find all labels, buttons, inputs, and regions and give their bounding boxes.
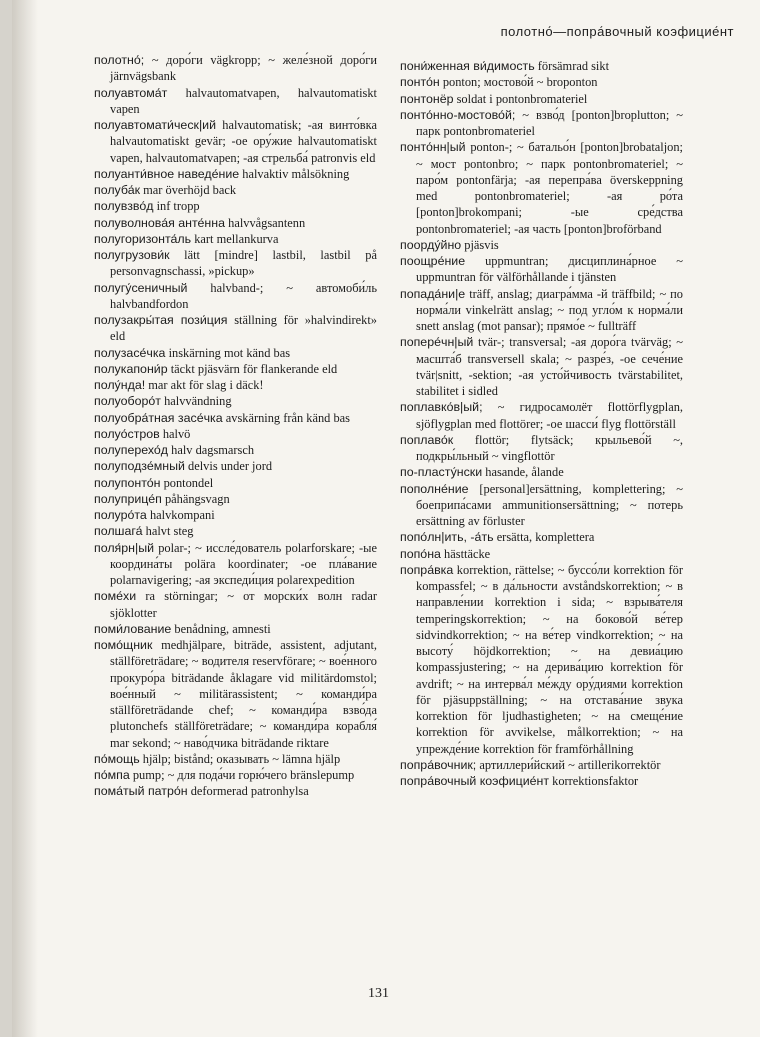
dictionary-entry: [400, 432, 683, 465]
entry-headword: поплаво́к: [400, 432, 454, 447]
dictionary-entry: [94, 312, 377, 345]
entry-headword: полуро́та: [94, 508, 147, 522]
running-head: полотно́—попра́вочный коэфицие́нт: [500, 24, 734, 39]
entry-translation: halvband-; ~ автомоби́ль halvbandfordon: [110, 280, 377, 311]
dictionary-entry: [400, 286, 683, 335]
entry-translation: lätt [mindre] lastbil, lastbil på personvagnschassi, »pickup»: [110, 248, 377, 279]
entry-translation: halvö: [162, 426, 191, 441]
dictionary-entry: [400, 334, 683, 399]
dictionary-page: [12, 0, 760, 1037]
dictionary-entry: [94, 442, 377, 458]
dictionary-entry: [94, 377, 377, 393]
dictionary-entry: [94, 247, 377, 280]
entry-headword: поплавко́в|ый;: [400, 400, 483, 415]
entry-headword: понтонёр: [400, 91, 454, 106]
entry-translation: hästtäcke: [444, 546, 491, 561]
entry-headword: полуавтомати́ческ|ий: [94, 118, 216, 132]
left-column: [94, 52, 377, 800]
dictionary-entry: [400, 58, 683, 74]
dictionary-entry: [94, 621, 377, 637]
dictionary-entry: [94, 540, 377, 589]
entry-translation: pontondel: [163, 475, 214, 490]
entry-translation: ponton-; ~ батальо́н [ponton]brobataljon; ~ мост pontonbro; ~ парк pontonbromateriel; ~ паро́м pontonfärja; -ая перепра́ва överskeppning med pontonbromateriel; -ая ро́та [ponton]brokompani; -ые сре́дства pontonbromateriel; -ая часть [ponton]broförband: [416, 140, 683, 236]
dictionary-entry: [94, 588, 377, 621]
entry-headword: полуподзе́мный: [94, 459, 185, 474]
entry-headword: поорду́йно: [400, 237, 462, 252]
dictionary-entry: [94, 117, 377, 166]
entry-translation: benådning, amnesti: [174, 621, 271, 636]
entry-headword: полугрузови́к: [94, 248, 170, 262]
dictionary-entry: [94, 783, 377, 799]
dictionary-entry: [94, 767, 377, 783]
entry-translation: mar överhöjd back: [143, 183, 237, 197]
dictionary-entry: [400, 481, 683, 530]
dictionary-entry: [94, 475, 377, 491]
entry-headword: полузасе́чка: [94, 345, 166, 360]
entry-headword: полугу́сеничный: [94, 280, 188, 295]
entry-translation: soldat i pontonbromateriel: [456, 91, 588, 106]
dictionary-entry: [400, 237, 683, 253]
entry-headword: попо́на: [400, 546, 441, 561]
entry-translation: ~ гидросамолёт flottörflygplan, sjöflygplan med flottörer; -ое шасси́ flyg flottörställ: [416, 400, 683, 431]
entry-translation: halv dagsmarsch: [171, 443, 255, 457]
dictionary-entry: [94, 393, 377, 409]
entry-translation: korrektion, rättelse; ~ буссо́ли korrektion för kompassfel; ~ в да́льности avståndskorrektion; ~ в направле́нии korrektion i sida; ~ взрыва́теля temperingskorrektion; ~ на боково́й ве́тер sidvindkorrektion; ~ на ве́тер vindkorrektion; ~ на высоту́ höjdkorrektion; ~ на девиа́цию kompassjustering; ~ на дерива́цию korrektion för avdrift; ~ на интерва́л ме́жду ору́диями korrektion för pjäsuppställning; ~ на отстава́ние звука korrektion för ljudhastigheten; ~ на смеще́ние korrektion för avvikelse, målkorrektion; ~ на упрежде́ние korrektion för framförhållning: [416, 562, 683, 756]
dictionary-entry: [94, 361, 377, 377]
entry-translation: påhängsvagn: [164, 491, 230, 506]
entry-translation: uppmuntran; дисциплина́рное ~ uppmuntran för välförhållande i tjänsten: [416, 254, 683, 285]
dictionary-entry: [400, 253, 683, 286]
entry-headword: полуавтома́т: [94, 85, 168, 100]
dictionary-entry: [94, 85, 377, 118]
dictionary-entry: [400, 139, 683, 237]
entry-translation: pjäsvis: [464, 237, 499, 252]
entry-translation: ~ взво́д [ponton]broplutton; ~ парк pontonbromateriel: [416, 107, 683, 138]
entry-headword: по́мощь: [94, 751, 140, 766]
entry-translation: polar-; ~ иссле́дователь polarforskare; -ые координа́ты polära koordinater; -ое пла́вание polarnavigering; -ая экспеди́ция polarexpedition: [110, 540, 377, 587]
entry-translation: flottör; flytsäck; крыльево́й ~, подкры́льный ~ vingflottör: [416, 432, 683, 463]
dictionary-entry: [94, 52, 377, 85]
entry-headword: полупонто́н: [94, 475, 161, 490]
page-gutter-shadow: [12, 0, 38, 1037]
entry-translation: ~ доро́ги vägkropp; ~ желе́зной доро́ги järnvägsbank: [110, 53, 377, 84]
entry-headword: поля́рн|ый: [94, 540, 155, 555]
entry-translation: ponton; мостово́й ~ broponton: [442, 75, 598, 90]
dictionary-entry: [400, 464, 683, 480]
dictionary-entry: [94, 426, 377, 442]
dictionary-entry: [94, 215, 377, 231]
dictionary-entry: [400, 399, 683, 432]
entry-headword: полуперехо́д: [94, 443, 169, 457]
page-number: 131: [368, 986, 389, 1001]
dictionary-entry: [400, 773, 683, 789]
entry-headword: полу́нда!: [94, 378, 146, 392]
entry-translation: inf tropp: [156, 199, 200, 214]
entry-headword: понто́нн|ый: [400, 140, 466, 155]
dictionary-entry: [400, 546, 683, 562]
entry-translation: ra störningar; ~ от морски́х волн radar sjöklotter: [110, 589, 377, 620]
entry-translation: pump; ~ для пода́чи горю́чего bränslepump: [132, 768, 355, 782]
entry-translation: inskärning mot känd bas: [168, 345, 291, 360]
entry-translation: halvaktiv målsökning: [242, 166, 350, 181]
dictionary-entry: [400, 562, 683, 757]
entry-translation: deformerad patronhylsa: [190, 784, 309, 799]
entry-translation: medhjälpare, biträde, assistent, adjutant, ställföreträdare; ~ водителя reservförare; ~ вое́нного прокуро́ра biträdande åklagare vid militärdomstol; вое́нный ~ militärassistent; ~ команди́ра ställföreträdande chef; ~ команди́ра взво́да plutonchefs ställföreträdare; ~ команди́ра корабля́ mar sekond; ~ наво́дчика biträdande riktare: [110, 638, 377, 750]
dictionary-entry: [94, 345, 377, 361]
entry-translation: halvvändning: [164, 394, 232, 409]
entry-translation: täckt pjäsvärn för flankerande eld: [170, 361, 338, 376]
dictionary-entry: [400, 107, 683, 140]
dictionary-entry: [400, 91, 683, 107]
dictionary-entry: [94, 523, 377, 539]
entry-translation: halvvågsantenn: [228, 215, 306, 230]
entry-headword: попада́ни|е: [400, 286, 466, 301]
dictionary-entry: [94, 198, 377, 214]
entry-headword: попра́вка: [400, 562, 454, 577]
right-column: [400, 58, 683, 789]
dictionary-entry: [94, 507, 377, 523]
dictionary-entry: [94, 182, 377, 198]
entry-translation: delvis under jord: [188, 459, 273, 474]
dictionary-entry: [94, 458, 377, 474]
entry-headword: полувзво́д: [94, 199, 154, 214]
entry-translation: halvautomatisk; -ая винто́вка halvautomatiskt gevär; -ое ору́жие halvautomatiskt vapen, halvautomatvapen; -ая стрельба́ patronvis eld: [110, 118, 377, 165]
entry-headword: поме́хи: [94, 589, 137, 604]
entry-translation: halvt steg: [145, 524, 194, 539]
entry-headword: поощре́ние: [400, 254, 466, 268]
entry-translation: ersätta, komplettera: [496, 530, 595, 545]
dictionary-entry: [94, 166, 377, 182]
entry-headword: попере́чн|ый: [400, 335, 474, 350]
entry-headword: полуобра́тная засе́чка: [94, 410, 223, 425]
dictionary-entry: [94, 491, 377, 507]
entry-translation: träff, anslag; диагра́мма -й träffbild; ~ по норма́ли vinkelrätt anslag; ~ под угло́м к норма́ли snett anslag (mot pansar); прямо́е ~ fullträff: [416, 286, 683, 333]
entry-headword: полуанти́вное наведе́ние: [94, 166, 240, 181]
entry-translation: ställning för »halvindirekt» eld: [110, 313, 377, 344]
entry-headword: полуба́к: [94, 183, 141, 197]
entry-headword: попра́вочник;: [400, 757, 477, 772]
entry-translation: kart mellankurva: [194, 231, 279, 246]
dictionary-entry: [94, 637, 377, 751]
entry-headword: пома́тый патро́н: [94, 784, 188, 799]
entry-headword: помо́щник: [94, 638, 153, 652]
dictionary-entry: [94, 751, 377, 767]
entry-headword: полуо́стров: [94, 426, 160, 441]
dictionary-entry: [94, 231, 377, 247]
entry-translation: hjälp; bistånd; оказывать ~ lämna hjälp: [142, 751, 341, 766]
entry-headword: полотно́;: [94, 53, 145, 67]
entry-headword: пони́женная ви́димость: [400, 59, 535, 73]
entry-headword: полуприце́п: [94, 491, 162, 506]
entry-translation: korrektionsfaktor: [552, 774, 639, 788]
entry-headword: поми́лование: [94, 621, 172, 636]
entry-headword: попо́лн|ить, -а́ть: [400, 530, 494, 545]
entry-headword: попра́вочный коэфицие́нт: [400, 774, 550, 788]
entry-translation: försämrad sikt: [537, 59, 610, 73]
entry-headword: пополне́ние: [400, 481, 469, 496]
entry-headword: по-пласту́нски: [400, 465, 483, 480]
entry-translation: avskärning från känd bas: [225, 410, 350, 425]
dictionary-entry: [94, 410, 377, 426]
entry-headword: полуволнова́я анте́нна: [94, 215, 226, 230]
dictionary-entry: [400, 74, 683, 90]
dictionary-entry: [400, 529, 683, 545]
dictionary-entry: [400, 757, 683, 773]
entry-translation: halvautomatvapen, halvautomatiskt vapen: [110, 85, 377, 116]
entry-headword: полугоризонта́ль: [94, 231, 192, 246]
entry-headword: понто́н: [400, 75, 440, 90]
entry-headword: полшага́: [94, 524, 143, 539]
entry-headword: понто́нно-мостово́й;: [400, 107, 516, 122]
entry-headword: полуоборо́т: [94, 394, 161, 409]
entry-headword: по́мпа: [94, 768, 130, 782]
entry-translation: артиллери́йский ~ artillerikorrektör: [479, 757, 661, 772]
entry-translation: halvkompani: [149, 508, 215, 522]
entry-translation: [personal]ersättning, komplettering; ~ боеприпа́сами ammunitionsersättning; ~ потерь ersättning av förluster: [416, 481, 683, 528]
entry-translation: mar akt för slag i däck!: [148, 378, 264, 392]
entry-headword: полузакры́тая пози́ция: [94, 313, 228, 327]
dictionary-entry: [94, 280, 377, 313]
entry-translation: hasande, ålande: [485, 465, 564, 480]
entry-headword: полукапони́р: [94, 361, 168, 376]
entry-translation: tvär-; transversal; -ая доро́га tvärväg; ~ масшта́б transversell skala; ~ разре́з, -ое сече́ние tvär|snitt, -sektion; -ая усто́йчивость tvärstabilitet, stabilitet i sidled: [416, 335, 683, 398]
